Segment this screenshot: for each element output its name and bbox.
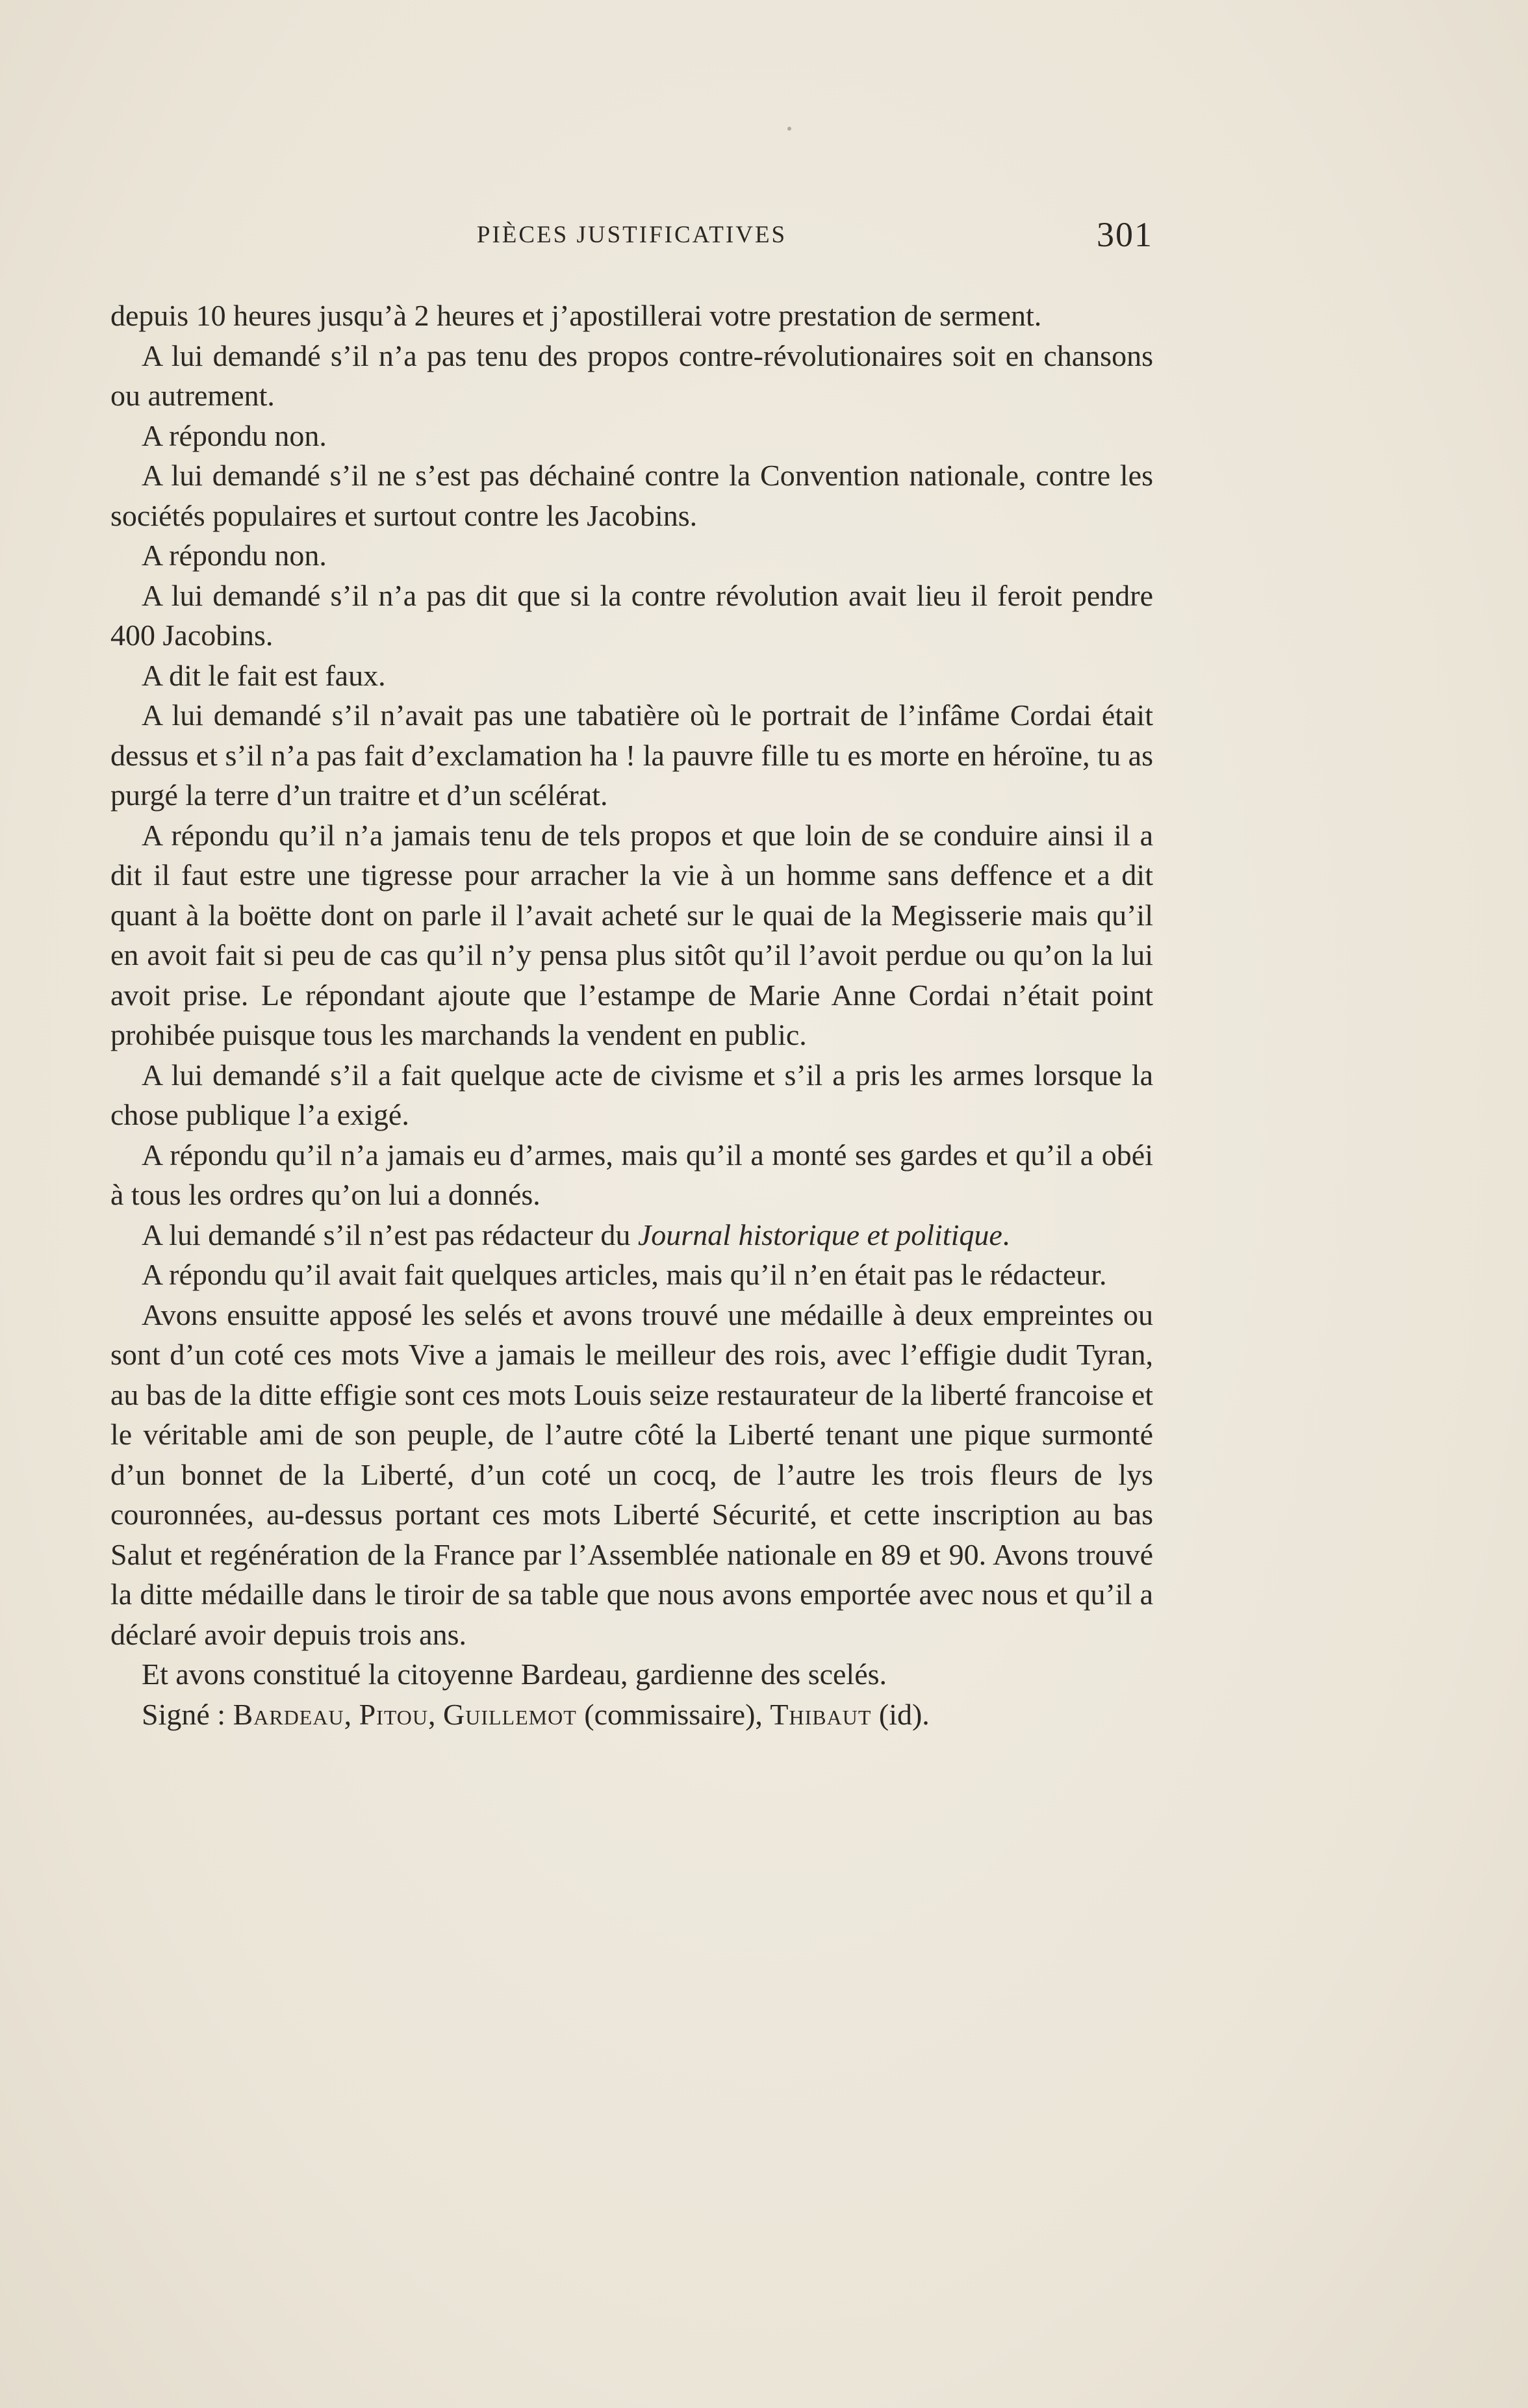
paragraph: A répondu non. <box>142 418 327 452</box>
question-text: A lui demandé s’il n’est pas rédacteur du <box>142 1218 638 1251</box>
paragraph-journal-question <box>110 1215 1153 1255</box>
paragraph: A lui demandé s’il n’a pas tenu des propos contre-révolutionaires soit en chansons ou autrement. <box>110 339 1153 412</box>
running-title: PIÈCES JUSTIFICATIVES <box>476 222 787 248</box>
paragraph: A lui demandé s’il n’avait pas une tabatière où le portrait de l’infâme Cordai était dessus et s’il n’a pas fait d’exclamation ha ! la pauvre fille tu es morte en héroïne, tu as purgé la terre d’un traitre et d’un scélérat. <box>110 698 1153 812</box>
signature-prefix: Signé : <box>142 1697 233 1731</box>
separator: , <box>428 1697 444 1731</box>
paragraph: A dit le fait est faux. <box>142 658 386 692</box>
paragraph: Et avons constitué la citoyenne Bardeau, gardienne des scelés. <box>142 1658 887 1691</box>
separator: , <box>344 1697 359 1731</box>
paragraph: A répondu non. <box>142 539 327 572</box>
question-end: . <box>1002 1218 1010 1251</box>
paragraph: A répondu qu’il avait fait quelques articles, mais qu’il n’en était pas le rédacteur. <box>142 1258 1107 1291</box>
journal-title: Journal historique et politique <box>637 1218 1002 1251</box>
paragraph: A lui demandé s’il ne s’est pas déchainé contre la Convention nationale, contre les sociétés populaires et surtout contre les Jacobins. <box>110 459 1153 532</box>
page-header <box>110 214 1153 266</box>
paragraph: A lui demandé s’il n’a pas dit que si la contre révolution avait lieu il feroit pendre 400 Jacobins. <box>110 578 1153 652</box>
signatory-role: (commissaire), <box>576 1697 770 1731</box>
paragraph: Avons ensuitte apposé les selés et avons trouvé une médaille à deux empreintes ou sont d’un coté ces mots Vive a jamais le meilleur des rois, avec l’effigie dudit Tyran, au bas de la ditte effigie sont ces mots Louis seize restaurateur de la liberté francoise et le véritable ami de son peuple, de l’autre côté la Liberté tenant une pique surmonté d’un bonnet de la Liberté, d’un coté un cocq, de l’autre les trois fleurs de lys couronnées, au-dessus portant ces mots Liberté Sécurité, et cette inscription au bas Salut et regénération de la France par l’Assemblée nationale en 89 et 90. Avons trouvé la ditte médaille dans le tiroir de sa table que nous avons emportée avec nous et qu’il a déclaré avoir depuis trois ans. <box>110 1298 1153 1651</box>
signature-line <box>110 1695 1153 1735</box>
signatory-name: Thibaut <box>770 1697 872 1731</box>
page-speck <box>787 127 791 131</box>
body-text <box>110 296 1153 1734</box>
page-number: 301 <box>1097 215 1153 254</box>
paragraph: A répondu qu’il n’a jamais eu d’armes, mais qu’il a monté ses gardes et qu’il a obéi à tous les ordres qu’on lui a donnés. <box>110 1138 1153 1211</box>
signatory-name: Bardeau <box>233 1697 344 1731</box>
paragraph: depuis 10 heures jusqu’à 2 heures et j’apostillerai votre prestation de serment. <box>110 299 1042 332</box>
paragraph: A répondu qu’il n’a jamais tenu de tels propos et que loin de se conduire ainsi il a dit il faut estre une tigresse pour arracher la vie à un homme sans deffence et a dit quant à la boëtte dont on parle il l’avait acheté sur le quai de la Megisserie mais qu’il en avoit fait si peu de cas qu’il n’y pensa plus sitôt qu’il l’avoit perdue ou qu’on la lui avoit prise. Le répondant ajoute que l’estampe de Marie Anne Cordai n’était point prohibée puisque tous les marchands la vendent en public. <box>110 818 1153 1051</box>
signatory-name: Pitou <box>359 1697 429 1731</box>
signatory-name: Guillemot <box>443 1697 577 1731</box>
paragraph: A lui demandé s’il a fait quelque acte de civisme et s’il a pris les armes lorsque la chose publique l’a exigé. <box>110 1058 1153 1131</box>
signatory-role: (id). <box>871 1697 930 1731</box>
